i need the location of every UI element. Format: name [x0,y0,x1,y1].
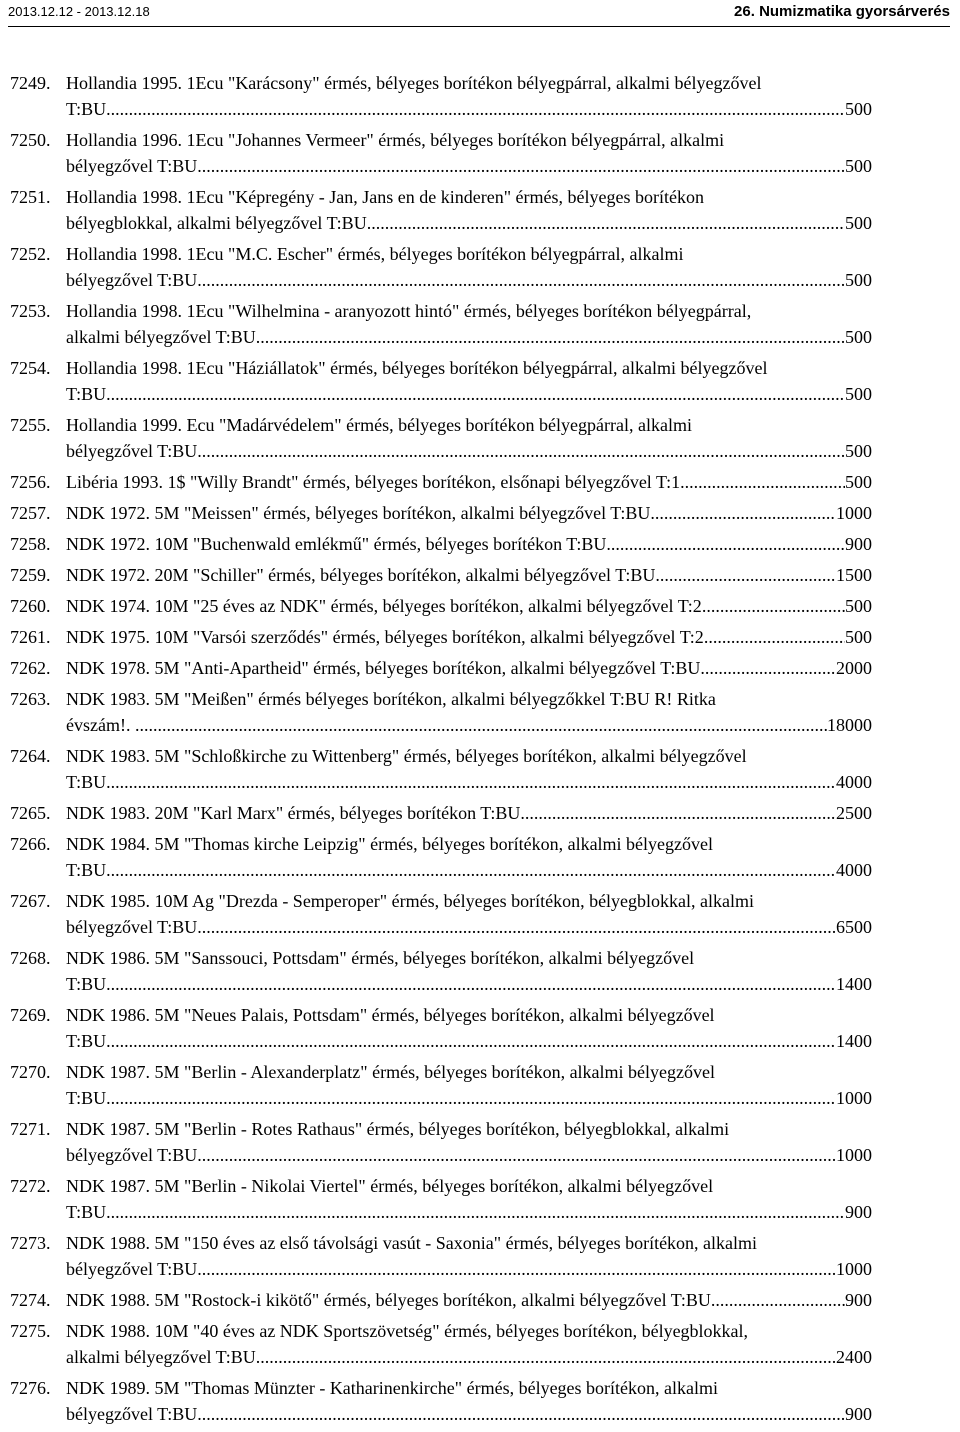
lot-entry [10,70,872,122]
dot-leader [139,712,827,738]
date-range: 2013.12.12 - 2013.12.18 [8,4,150,19]
lot-number: 7273. [10,1233,51,1253]
starting-price: 4000 [836,772,872,792]
lot-number: 7266. [10,834,51,854]
lot-description [66,624,872,650]
lot-number: 7271. [10,1119,51,1139]
description-tail: bélyegzővel T:BU [66,917,198,937]
dot-leader [256,324,845,350]
dot-leader [704,624,845,650]
starting-price: 500 [845,213,872,233]
description-tail: alkalmi bélyegzővel T:BU [66,1347,256,1367]
starting-price: 900 [845,1290,872,1310]
description-tail: bélyegzővel T:BU [66,156,198,176]
lot-entry [10,1173,872,1225]
lot-number: 7276. [10,1378,51,1398]
lot-description [66,1116,872,1168]
lot-number: 7257. [10,503,51,523]
price-line [66,857,872,883]
description-line: NDK 1987. 5M "Berlin - Alexanderplatz" érmés, bélyeges borítékon, alkalmi bélyegzővel [66,1062,716,1082]
lot-entry [10,655,872,681]
dot-leader [367,210,845,236]
starting-price: 18000 [827,715,872,735]
description-tail: T:BU [66,772,107,792]
starting-price: 900 [845,534,872,554]
starting-price: 500 [845,472,872,492]
description-line: Hollandia 1998. 1Ecu "Háziállatok" érmés, bélyeges borítékon bélyegpárral, alkalmi bélyegzővel [66,358,768,378]
price-line [66,1287,872,1313]
lot-number: 7261. [10,627,51,647]
description-tail: évszám!. . [66,715,140,735]
lot-description [66,469,872,495]
price-line [66,712,872,738]
starting-price: 2400 [836,1347,872,1367]
description-tail: NDK 1972. 10M "Buchenwald emlékmű" érmés, bélyeges borítékon T:BU [66,534,607,554]
lot-entry [10,1230,872,1282]
dot-leader [711,1287,845,1313]
dot-leader [106,96,845,122]
lot-description [66,355,872,407]
description-line: NDK 1984. 5M "Thomas kirche Leipzig" érmés, bélyeges borítékon, alkalmi bélyegzővel [66,834,714,854]
lot-entry [10,127,872,179]
lot-description [66,241,872,293]
description-line: NDK 1985. 10M Ag "Drezda - Semperoper" érmés, bélyeges borítékon, bélyegblokkal, alkalmi [66,891,755,911]
lot-number: 7270. [10,1062,51,1082]
lot-number: 7263. [10,689,51,709]
starting-price: 500 [845,384,872,404]
dot-leader [124,857,836,883]
price-line [66,1344,872,1370]
lot-number: 7252. [10,244,51,264]
lot-description [66,412,872,464]
price-line [66,469,872,495]
description-tail: T:BU.. [66,1202,116,1222]
page-header [8,4,950,27]
lot-description [66,743,872,795]
lot-number: 7269. [10,1005,51,1025]
price-line [66,1085,872,1111]
description-line: Hollandia 1998. 1Ecu "Wilhelmina - aranyozott hintó" érmés, bélyeges borítékon bélyegpárral, [66,301,752,321]
lot-entry [10,184,872,236]
lot-entry [10,1116,872,1168]
description-line: Hollandia 1998. 1Ecu "Képregény - Jan, Jans en de kinderen" érmés, bélyeges borítékon [66,187,704,207]
dot-leader [256,1344,836,1370]
dot-leader [700,655,836,681]
price-line [66,438,872,464]
lot-description [66,562,872,588]
description-tail: bélyegzővel T:BU [66,1259,198,1279]
lot-entry [10,1002,872,1054]
starting-price: 1500 [836,565,872,585]
description-line: NDK 1988. 5M "150 éves az első távolsági vasút - Saxonia" érmés, bélyeges borítékon, alkalmi [66,1233,758,1253]
lot-entry [10,1287,872,1313]
starting-price: 500 [845,99,872,119]
dot-leader [197,1142,836,1168]
lot-number: 7264. [10,746,51,766]
lot-number: 7254. [10,358,51,378]
dot-leader [197,914,836,940]
price-line [66,655,872,681]
dot-leader [197,1401,845,1427]
lot-entry [10,562,872,588]
lot-description [66,686,872,738]
lot-description [66,1375,872,1427]
description-line: NDK 1987. 5M "Berlin - Rotes Rathaus" érmés, bélyeges borítékon, bélyegblokkal, alkalmi [66,1119,730,1139]
lot-number: 7251. [10,187,51,207]
starting-price: 500 [845,270,872,290]
price-line [66,531,872,557]
lot-number: 7267. [10,891,51,911]
dot-leader [655,562,836,588]
lot-entry [10,743,872,795]
lot-entry [10,593,872,619]
dot-leader [115,1085,836,1111]
description-tail: T:BU [66,99,107,119]
starting-price: 500 [845,627,872,647]
lot-number: 7275. [10,1321,51,1341]
lot-number: 7272. [10,1176,51,1196]
description-line: NDK 1986. 5M "Neues Palais, Pottsdam" érmés, bélyeges borítékon, alkalmi bélyegzővel [66,1005,715,1025]
lot-description [66,655,872,681]
description-tail: NDK 1978. 5M "Anti-Apartheid" érmés, bélyeges borítékon, alkalmi bélyegzővel T:BU [66,658,701,678]
lot-number: 7250. [10,130,51,150]
lot-entry [10,945,872,997]
description-tail: T:BU....... [66,974,138,994]
price-line [66,800,872,826]
lot-number: 7268. [10,948,51,968]
lot-entry [10,888,872,940]
description-tail: bélyegblokkal, alkalmi bélyegzővel T:BU [66,213,367,233]
dot-leader [115,1199,845,1225]
lot-entry [10,531,872,557]
lot-number: 7262. [10,658,51,678]
description-tail: NDK 1974. 10M "25 éves az NDK" érmés, bélyeges borítékon, alkalmi bélyegzővel T:2 [66,596,702,616]
price-line [66,1142,872,1168]
description-line: Hollandia 1999. Ecu "Madárvédelem" érmés, bélyeges borítékon bélyegpárral, alkalmi [66,415,692,435]
description-tail: T:BU.. [66,1088,116,1108]
lot-entry [10,800,872,826]
lot-description [66,1287,872,1313]
lot-list [10,70,872,1432]
description-tail: NDK 1988. 5M "Rostock-i kikötő" érmés, bélyeges borítékon, alkalmi bélyegzővel T:BU [66,1290,711,1310]
dot-leader [138,971,836,997]
lot-number: 7256. [10,472,51,492]
description-line: Hollandia 1998. 1Ecu "M.C. Escher" érmés, bélyeges borítékon bélyegpárral, alkalmi [66,244,684,264]
description-line: NDK 1989. 5M "Thomas Münzter - Katharinenkirche" érmés, bélyeges borítékon, alkalmi [66,1378,719,1398]
lot-entry [10,412,872,464]
starting-price: 4000 [836,860,872,880]
lot-description [66,800,872,826]
lot-entry [10,241,872,293]
price-line [66,1256,872,1282]
price-line [66,96,872,122]
price-line [66,153,872,179]
lot-entry [10,298,872,350]
price-line [66,1401,872,1427]
description-line: NDK 1987. 5M "Berlin - Nikolai Viertel" érmés, bélyeges borítékon, alkalmi bélyegzővel [66,1176,714,1196]
lot-number: 7253. [10,301,51,321]
starting-price: 1000 [836,503,872,523]
lot-description [66,127,872,179]
lot-number: 7258. [10,534,51,554]
description-tail: bélyegzővel T:BU [66,441,198,461]
dot-leader [197,1256,836,1282]
price-line [66,324,872,350]
description-line: NDK 1983. 5M "Meißen" érmés bélyeges borítékon, alkalmi bélyegzőkkel T:BU R! Ritka [66,689,716,709]
price-line [66,769,872,795]
description-line: NDK 1986. 5M "Sanssouci, Pottsdam" érmés, bélyeges borítékon, alkalmi bélyegzővel [66,948,695,968]
lot-entry [10,1059,872,1111]
lot-description [66,888,872,940]
lot-entry [10,1375,872,1427]
lot-entry [10,1318,872,1370]
lot-description [66,70,872,122]
lot-entry [10,469,872,495]
starting-price: 900 [845,1404,872,1424]
description-tail: bélyegzővel T:BU [66,1145,198,1165]
lot-entry [10,831,872,883]
price-line [66,593,872,619]
lot-number: 7260. [10,596,51,616]
starting-price: 1000 [836,1259,872,1279]
lot-description [66,1173,872,1225]
starting-price: 6500 [836,917,872,937]
description-tail: bélyegzővel T:BU [66,270,198,290]
dot-leader [124,1028,836,1054]
starting-price: 2500 [836,803,872,823]
description-line: NDK 1983. 5M "Schloßkirche zu Wittenberg" érmés, bélyeges borítékon, alkalmi bélyegzővel [66,746,747,766]
description-tail: NDK 1972. 20M "Schiller" érmés, bélyeges borítékon, alkalmi bélyegzővel T:BU [66,565,656,585]
dot-leader [197,267,845,293]
starting-price: 500 [845,156,872,176]
dot-leader [197,438,845,464]
lot-description [66,1059,872,1111]
dot-leader [650,500,836,526]
description-tail: NDK 1975. 10M "Varsói szerződés" érmés, bélyeges borítékon, alkalmi bélyegzővel T:2 [66,627,704,647]
lot-number: 7255. [10,415,51,435]
lot-description [66,945,872,997]
dot-leader [106,769,836,795]
lot-description [66,831,872,883]
dot-leader [520,800,836,826]
description-line: Hollandia 1995. 1Ecu "Karácsony" érmés, bélyeges borítékon bélyegpárral, alkalmi bélyegzővel [66,73,762,93]
starting-price: 500 [845,596,872,616]
description-tail: alkalmi bélyegzővel T:BU [66,327,256,347]
description-tail: Libéria 1993. 1$ "Willy Brandt" érmés, bélyeges borítékon, elsőnapi bélyegzővel T:1 [66,472,681,492]
lot-number: 7265. [10,803,51,823]
lot-description [66,184,872,236]
starting-price: 900 [845,1202,872,1222]
lot-number: 7249. [10,73,51,93]
lot-description [66,1230,872,1282]
description-tail: NDK 1983. 20M "Karl Marx" érmés, bélyeges borítékon T:BU [66,803,521,823]
description-tail: T:BU.... [66,860,125,880]
starting-price: 2000 [836,658,872,678]
price-line [66,914,872,940]
lot-description [66,1002,872,1054]
starting-price: 500 [845,327,872,347]
price-line [66,624,872,650]
lot-description [66,500,872,526]
starting-price: 1000 [836,1088,872,1108]
dot-leader [680,469,845,495]
starting-price: 500 [845,441,872,461]
price-line [66,381,872,407]
price-line [66,500,872,526]
lot-number: 7259. [10,565,51,585]
starting-price: 1000 [836,1145,872,1165]
dot-leader [197,153,845,179]
price-line [66,1028,872,1054]
lot-entry [10,355,872,407]
dot-leader [702,593,845,619]
lot-entry [10,624,872,650]
price-line [66,267,872,293]
lot-description [66,593,872,619]
lot-number: 7274. [10,1290,51,1310]
description-tail: bélyegzővel T:BU [66,1404,198,1424]
dot-leader [106,381,845,407]
dot-leader [606,531,845,557]
description-tail: T:BU.... [66,1031,125,1051]
description-tail: T:BU [66,384,107,404]
starting-price: 1400 [836,974,872,994]
description-line: NDK 1988. 10M "40 éves az NDK Sportszövetség" érmés, bélyeges borítékon, bélyegblokkal, [66,1321,749,1341]
lot-entry [10,686,872,738]
price-line [66,1199,872,1225]
price-line [66,210,872,236]
description-tail: NDK 1972. 5M "Meissen" érmés, bélyeges borítékon, alkalmi bélyegzővel T:BU [66,503,651,523]
starting-price: 1400 [836,1031,872,1051]
description-line: Hollandia 1996. 1Ecu "Johannes Vermeer" érmés, bélyeges borítékon bélyegpárral, alkalmi [66,130,725,150]
lot-description [66,531,872,557]
price-line [66,562,872,588]
lot-entry [10,500,872,526]
price-line [66,971,872,997]
lot-description [66,1318,872,1370]
lot-description [66,298,872,350]
auction-title: 26. Numizmatika gyorsárverés [734,3,950,20]
